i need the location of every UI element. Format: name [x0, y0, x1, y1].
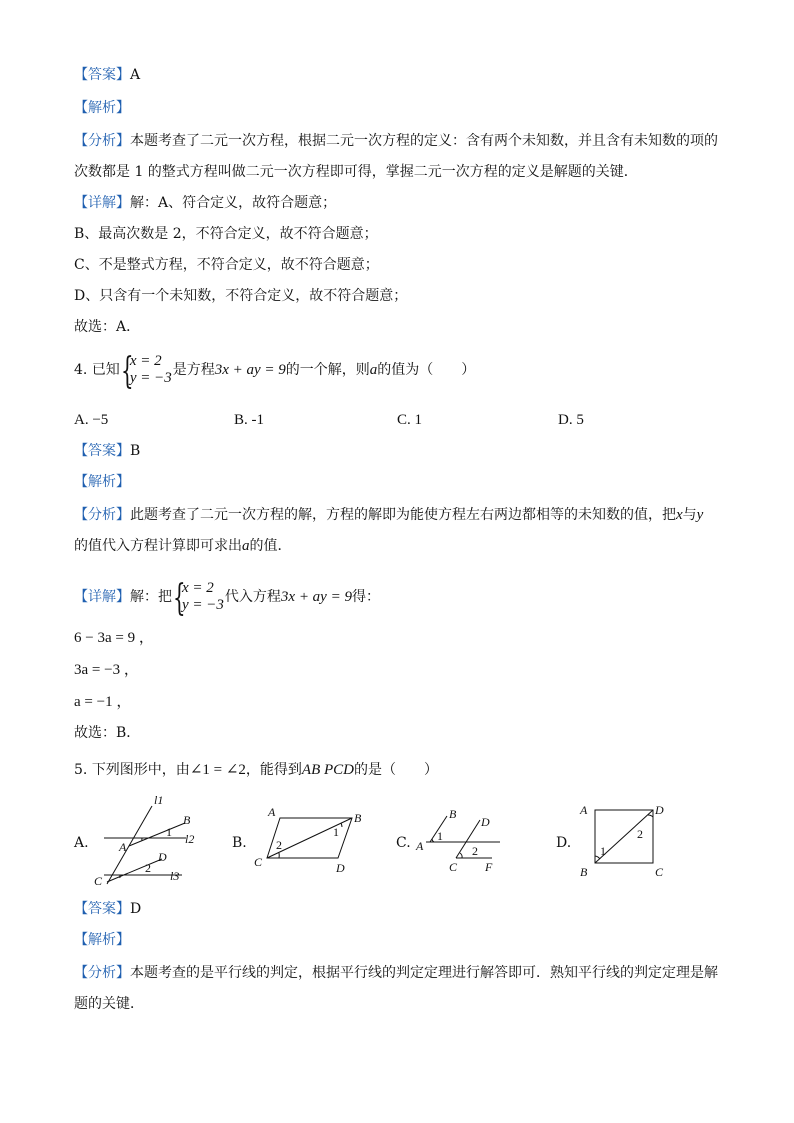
- fig-b-label: B.: [232, 835, 247, 851]
- stem-text: 的一个解，则: [285, 362, 370, 378]
- answer-value: D: [130, 901, 142, 917]
- fig-label: 1: [166, 825, 172, 839]
- equation: 3x + ay = 9: [214, 362, 286, 378]
- variable-x: x: [676, 507, 683, 523]
- fenxi-label: 【分析】: [74, 965, 130, 981]
- brace-icon: {: [173, 578, 186, 619]
- fig-label: C: [449, 860, 458, 874]
- stem-text: ，能得到: [245, 762, 302, 778]
- angle-condition: ∠1 = ∠2: [189, 762, 246, 778]
- q4-step-2: 3a = −3 ，: [74, 662, 139, 678]
- angle-arc: [648, 815, 653, 817]
- system-row-1: x = 2: [129, 353, 162, 369]
- q3-line-d: D、只含有一个未知数，不符合定义，故不符合题意；: [74, 288, 408, 304]
- answer-value: B: [130, 443, 141, 459]
- fig-label: 1: [333, 825, 339, 839]
- stem-text: 已知: [91, 362, 120, 378]
- q4-options: [74, 410, 694, 430]
- analysis-label: 【解析】: [74, 100, 130, 116]
- fig-label: F: [485, 860, 493, 874]
- answer-value: A: [130, 67, 141, 83]
- stem-text: 是方程: [172, 362, 215, 378]
- option-c: C. 1: [397, 412, 423, 428]
- q4-step-1: 6 − 3a = 9 ，: [74, 630, 154, 646]
- answer-label: 【答案】: [74, 901, 130, 917]
- system-row-2: y = −3: [182, 597, 224, 613]
- q5-analysis-label: [74, 930, 130, 950]
- q5-answer: [74, 899, 141, 919]
- angle-arc: [341, 823, 342, 827]
- fig-label: C: [254, 855, 263, 869]
- q4-answer: [74, 441, 140, 461]
- option-b: B. -1: [234, 412, 264, 428]
- stem-text: 的是（ ）: [354, 762, 438, 778]
- fig-label: C: [655, 865, 664, 879]
- figure-b: [250, 804, 370, 876]
- fenxi-label: 【分析】: [74, 507, 130, 523]
- parallel-statement: AB PCD: [301, 762, 354, 778]
- equation: 3x + ay = 9: [280, 589, 352, 605]
- q3-fenxi-line-2: 次数都是 1 的整式方程叫做二元一次方程即可得，掌握二元一次方程的定义是解题的关键．: [74, 164, 638, 180]
- analysis-label: 【解析】: [74, 932, 130, 948]
- detail-text: 得：: [351, 589, 380, 605]
- fig-label: 2: [637, 827, 643, 841]
- q4-fenxi-line-1: [74, 505, 703, 525]
- fig-c-label: C.: [396, 835, 411, 851]
- q4-analysis-label: [74, 472, 130, 492]
- fig-label: l2: [185, 832, 195, 846]
- fig-label: A: [119, 840, 127, 854]
- brace-icon: {: [120, 351, 134, 392]
- q3-line-c: C、不是整式方程，不符合定义，故不符合题意；: [74, 257, 379, 273]
- q3-detail: [74, 193, 336, 213]
- q4-detail: [74, 578, 380, 619]
- fig-label: A: [580, 803, 588, 817]
- fenxi-text: 此题考查了二元一次方程的解，方程的解即为能使方程左右两边都相等的未知数的值，把: [130, 507, 676, 523]
- q4-fenxi-line-2: [74, 536, 292, 556]
- answer-label: 【答案】: [74, 443, 130, 459]
- fig-label: D: [336, 861, 345, 875]
- fig-label: D: [158, 850, 167, 864]
- figure-d: [574, 798, 674, 884]
- variable-y: y: [696, 507, 704, 523]
- q4-step-3: a = −1 ，: [74, 694, 132, 710]
- option-a: A. −5: [74, 412, 109, 428]
- detail-label: 【详解】: [74, 589, 130, 605]
- fenxi-text: 的值．: [249, 538, 292, 554]
- system-row-1: x = 2: [182, 580, 214, 596]
- fig-label: 2: [472, 844, 478, 858]
- fig-label: B: [354, 811, 362, 825]
- fig-label: A: [268, 805, 276, 819]
- q4-choose: 故选：B．: [74, 725, 141, 741]
- fig-label: A: [416, 839, 424, 853]
- detail-text: 代入方程: [224, 589, 281, 605]
- fig-label: B: [580, 865, 588, 879]
- fenxi-text: 的值代入方程计算即可求出: [74, 538, 242, 554]
- q3-line-b: B、最高次数是 2，不符合定义，故不符合题意；: [74, 226, 378, 242]
- fig-label: 1: [437, 829, 443, 843]
- fig-a-label: A.: [74, 835, 89, 851]
- q5-fenxi-line-1: [74, 963, 718, 983]
- stem-text: 的值为（ ）: [377, 362, 476, 378]
- option-d: D. 5: [558, 412, 584, 428]
- fig-label: D: [481, 815, 490, 829]
- detail-label: 【详解】: [74, 195, 130, 211]
- variable-a: a: [369, 362, 378, 378]
- fig-label: B: [183, 813, 191, 827]
- answer-label: 【答案】: [74, 67, 130, 83]
- q3-fenxi-line-1: [74, 131, 718, 151]
- fig-label: D: [655, 803, 664, 817]
- detail-text: 解：A、符合定义，故符合题意；: [130, 195, 337, 211]
- fig-label: B: [449, 807, 457, 821]
- q3-answer: [74, 65, 140, 85]
- fig-d-label: D.: [556, 835, 572, 851]
- system-row-2: y = −3: [129, 370, 172, 386]
- fig-label: C: [94, 874, 103, 888]
- figure-a: [90, 792, 200, 888]
- question-number: 4.: [74, 362, 88, 378]
- fig-label: 2: [276, 838, 282, 852]
- q5-stem: [74, 760, 438, 780]
- stem-text: 下列图形中，由: [91, 762, 190, 778]
- q3-analysis-label: [74, 98, 130, 118]
- fenxi-text: 本题考查的是平行线的判定，根据平行线的判定定理进行解答即可．熟知平行线的判定定理是解: [130, 965, 718, 981]
- figure-c: [414, 804, 506, 876]
- fig-label: 2: [145, 861, 151, 875]
- angle-arc: [460, 853, 462, 858]
- fig-label: l1: [154, 793, 164, 807]
- q5-fenxi-line-2: 题的关键．: [74, 996, 144, 1012]
- fig-label: 1: [600, 844, 606, 858]
- analysis-label: 【解析】: [74, 474, 130, 490]
- q3-choose: 故选：A．: [74, 319, 141, 335]
- fenxi-and: 与: [682, 507, 697, 523]
- line-ab: [129, 823, 185, 846]
- variable-a: a: [242, 538, 250, 554]
- detail-text: 解：把: [130, 589, 172, 605]
- fenxi-text: 本题考查了二元一次方程，根据二元一次方程的定义：含有两个未知数，并且含有未知数的项的: [130, 133, 718, 149]
- fenxi-label: 【分析】: [74, 133, 130, 149]
- equation-system: [173, 578, 224, 619]
- equation-system: [120, 351, 172, 392]
- fig-label: l3: [170, 869, 180, 883]
- question-number: 5.: [74, 762, 88, 778]
- q4-stem: [74, 351, 476, 392]
